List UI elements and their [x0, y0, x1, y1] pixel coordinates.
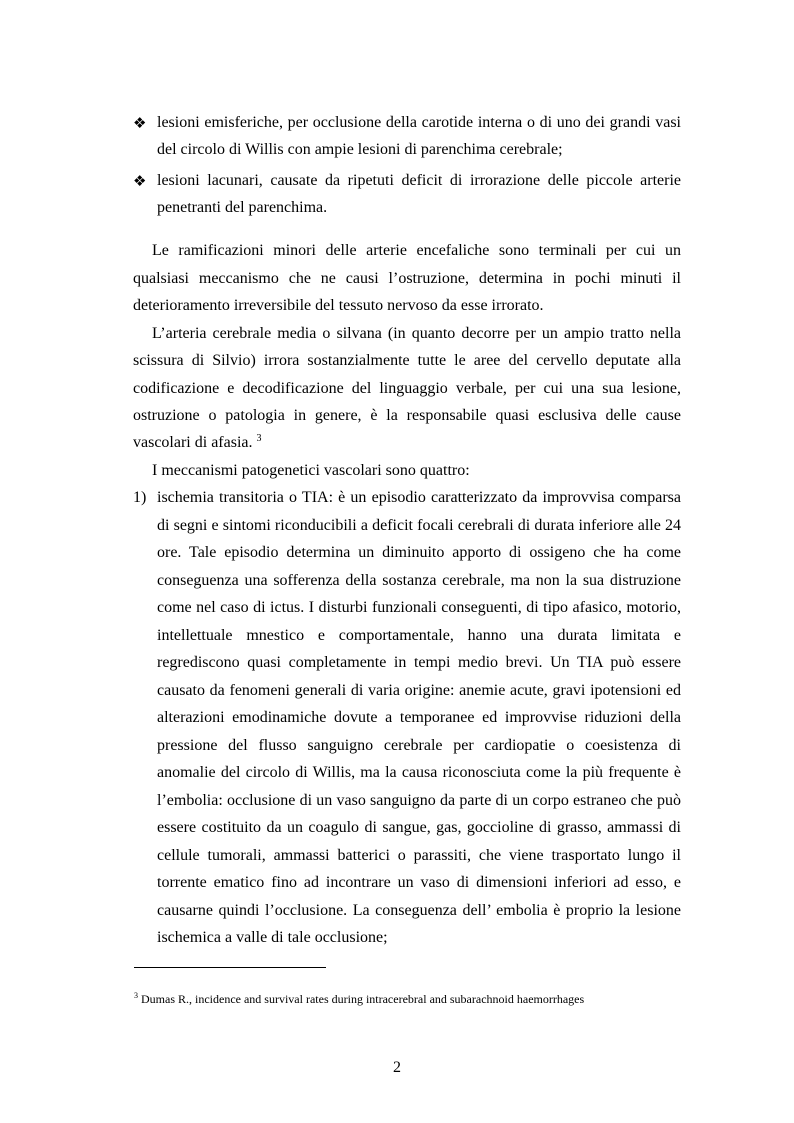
list-item-line: intellettuale mnestico e comportamentale, hanno una durata limitata e: [157, 627, 681, 644]
footnote-divider: [134, 967, 326, 968]
para2-line-1: L’arteria cerebrale media o silvana (in quanto decorre per un ampio tratto nella: [152, 325, 681, 342]
list-item-line: alterazioni emodinamiche dovute a temporanee ed improvvise riduzioni della: [157, 709, 681, 726]
list-item-line: regrediscono quasi completamente in tempi medio brevi. Un TIA può essere: [157, 654, 681, 671]
para2-line-2: scissura di Silvio) irrora sostanzialmente tutte le aree del cervello deputate alla: [133, 352, 681, 369]
para2-line-4: ostruzione o patologia in genere, è la responsabile quasi esclusiva delle cause: [133, 407, 681, 424]
bullet-diamond-icon: ❖: [133, 114, 147, 132]
para1-line-1: Le ramificazioni minori delle arterie encefaliche sono terminali per cui un: [152, 242, 681, 259]
list-item-line: cellule tumorali, ammassi batterici o parassiti, che viene trasportato lungo il: [157, 847, 681, 864]
footnote-ref: 3: [256, 433, 262, 444]
para1-line-2: qualsiasi meccanismo che ne causi l’ostruzione, determina in pochi minuti il: [133, 270, 681, 287]
list-item-line: causato da fenomeni generali di varia origine: anemie acute, gravi ipotensioni ed: [157, 682, 681, 699]
bullet-diamond-icon: ❖: [133, 172, 147, 190]
footnote-text: Dumas R., incidence and survival rates during intracerebral and subarachnoid haemorrhages: [141, 992, 585, 1006]
bullet-1-line-1: lesioni emisferiche, per occlusione della carotide interna o di uno dei grandi vasi: [157, 114, 681, 131]
list-item-line: causarne quindi l’occlusione. La conseguenza dell’ embolia è proprio la lesione: [157, 902, 681, 919]
list-item-line: conseguenza una sofferenza della sostanza cerebrale, ma non la sua distruzione: [157, 572, 681, 589]
para1-line-3: deterioramento irreversibile del tessuto nervoso da esse irrorato.: [133, 297, 544, 314]
para3: I meccanismi patogenetici vascolari sono quattro:: [152, 462, 470, 479]
para2-line-5-text: vascolari di afasia.: [133, 434, 253, 451]
list-item-line: anomalie del circolo di Willis, ma la causa riconosciuta come la più frequente è: [157, 764, 681, 781]
bullet-1-line-2: del circolo di Willis con ampie lesioni di parenchima cerebrale;: [157, 141, 563, 158]
list-item-line: ischemica a valle di tale occlusione;: [157, 929, 388, 946]
page-number: 2: [393, 1059, 401, 1076]
footnote: [134, 991, 584, 1007]
list-item-line: torrente ematico fino ad incontrare un vaso di dimensioni inferiori ad esso, e: [157, 874, 681, 891]
footnote-marker: 3: [134, 991, 138, 1000]
list-item-line: ore. Tale episodio determina un diminuito apporto di ossigeno che ha come: [157, 544, 681, 561]
bullet-2-line-2: penetranti del parenchima.: [157, 199, 328, 216]
bullet-2-line-1: lesioni lacunari, causate da ripetuti deficit di irrorazione delle piccole arterie: [157, 172, 681, 189]
list-item-line: di segni e sintomi riconducibili a deficit focali cerebrali di durata inferiore alle 24: [157, 517, 681, 534]
list-item-line: l’embolia: occlusione di un vaso sanguigno da parte di un corpo estraneo che può: [157, 792, 681, 809]
para2-line-3: codificazione e decodificazione del linguaggio verbale, per cui una sua lesione,: [133, 380, 681, 397]
list-number: 1): [133, 489, 147, 506]
list-item-line: ischemia transitoria o TIA: è un episodio caratterizzato da improvvisa comparsa: [157, 489, 681, 506]
para2-line-5: [133, 433, 262, 453]
list-item-line: essere costituito da un coagulo di sangue, gas, goccioline di grasso, ammassi di: [157, 819, 681, 836]
list-item-line: pressione del flusso sanguigno cerebrale per cardiopatie o coesistenza di: [157, 737, 681, 754]
list-item-line: come nel caso di ictus. I disturbi funzionali conseguenti, di tipo afasico, motorio,: [157, 599, 681, 616]
